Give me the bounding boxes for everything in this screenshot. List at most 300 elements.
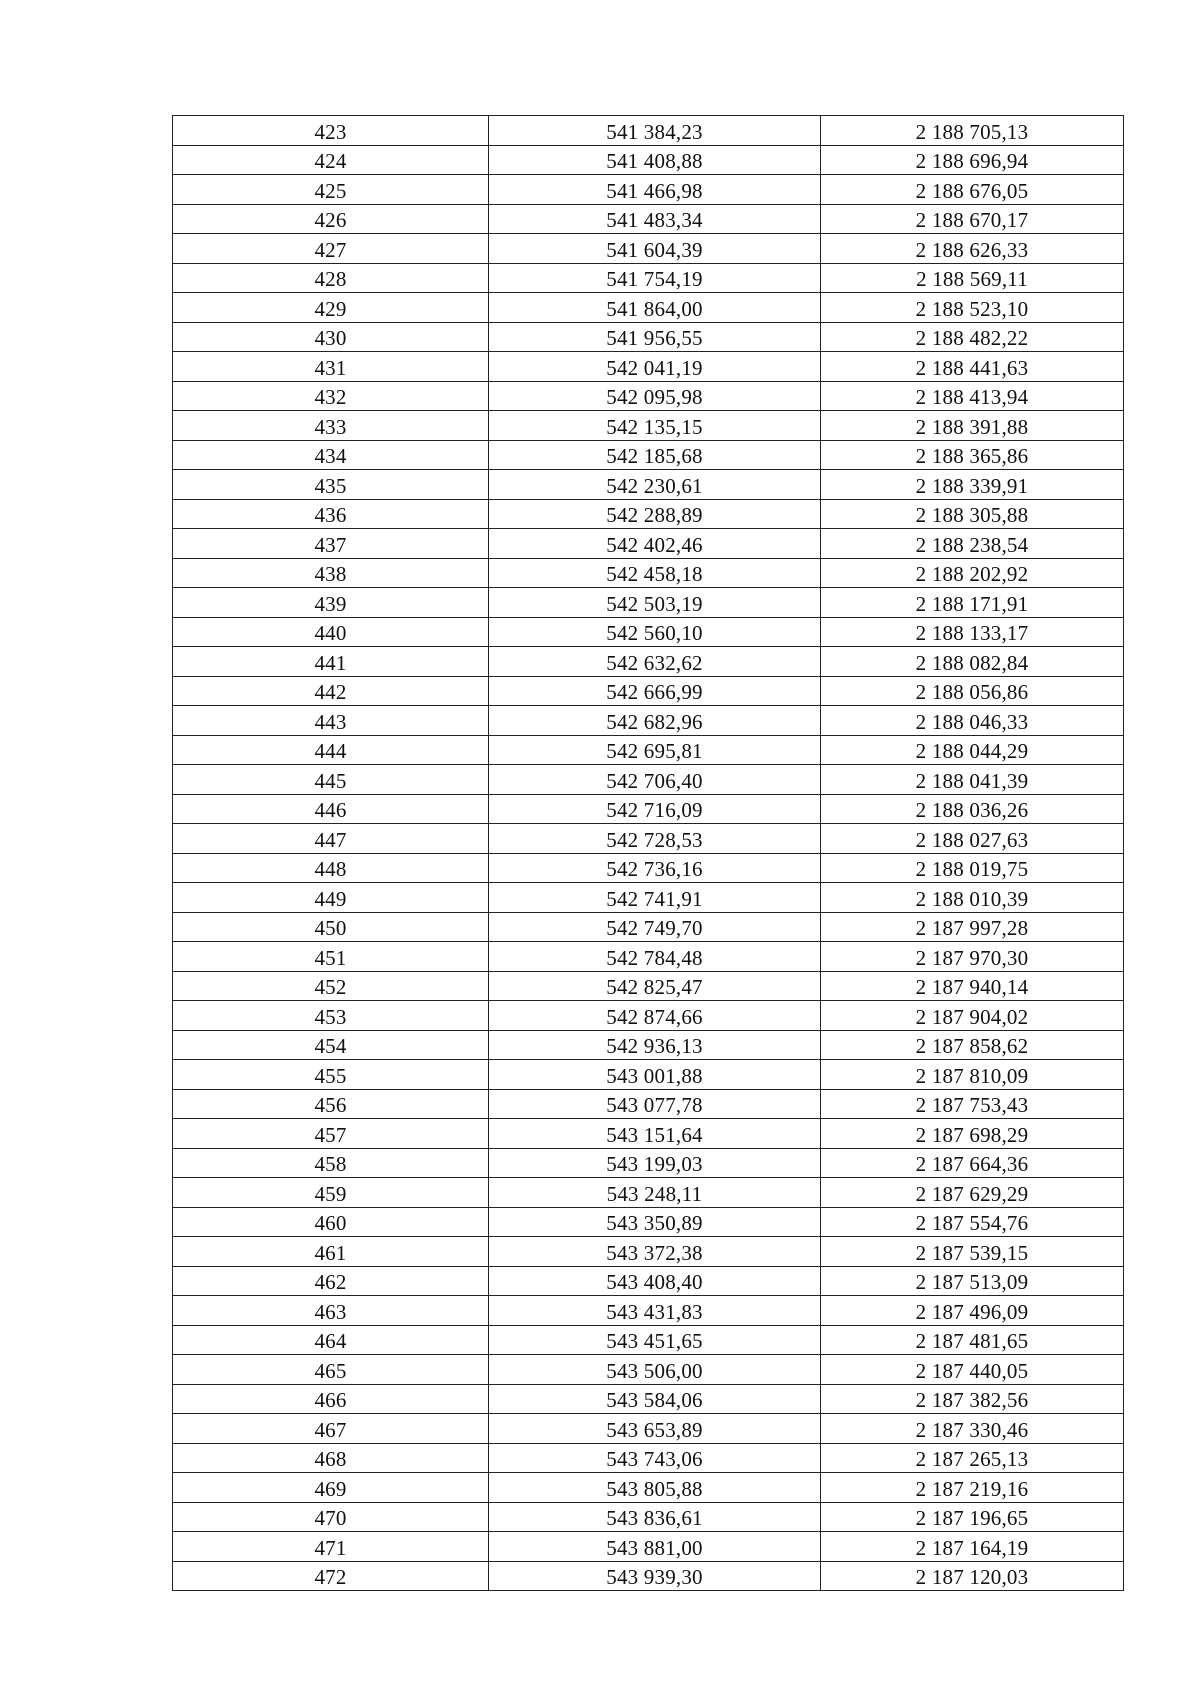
point-number-cell bbox=[173, 1148, 489, 1178]
table-row bbox=[173, 1001, 1124, 1031]
point-number-text: 435 bbox=[314, 473, 347, 498]
y-coordinate-cell bbox=[821, 853, 1124, 883]
x-coordinate-text: 543 001,88 bbox=[606, 1063, 703, 1088]
table-row bbox=[173, 1089, 1124, 1119]
x-coordinate-cell bbox=[489, 1178, 821, 1208]
table-row bbox=[173, 293, 1124, 323]
point-number-text: 465 bbox=[314, 1358, 347, 1383]
x-coordinate-cell bbox=[489, 1207, 821, 1237]
x-coordinate-cell bbox=[489, 1443, 821, 1473]
point-number-cell bbox=[173, 912, 489, 942]
x-coordinate-text: 541 754,19 bbox=[606, 267, 703, 291]
point-number-cell bbox=[173, 1532, 489, 1562]
y-coordinate-cell bbox=[821, 1030, 1124, 1060]
x-coordinate-cell bbox=[489, 588, 821, 618]
table-row bbox=[173, 1325, 1124, 1355]
y-coordinate-text: 2 188 441,63 bbox=[915, 355, 1029, 380]
y-coordinate-text: 2 187 164,19 bbox=[915, 1535, 1029, 1560]
y-coordinate-cell bbox=[821, 1473, 1124, 1503]
point-number-cell bbox=[173, 1266, 489, 1296]
table-row bbox=[173, 470, 1124, 500]
x-coordinate-cell bbox=[489, 263, 821, 293]
x-coordinate-text: 542 230,61 bbox=[606, 473, 703, 498]
point-number-cell bbox=[173, 1207, 489, 1237]
y-coordinate-cell bbox=[821, 1355, 1124, 1385]
y-coordinate-text: 2 188 676,05 bbox=[915, 178, 1029, 203]
x-coordinate-cell bbox=[489, 381, 821, 411]
y-coordinate-cell bbox=[821, 175, 1124, 205]
point-number-cell bbox=[173, 1178, 489, 1208]
x-coordinate-text: 542 874,66 bbox=[606, 1004, 703, 1029]
point-number-cell bbox=[173, 381, 489, 411]
point-number-text: 459 bbox=[314, 1181, 347, 1206]
table-row bbox=[173, 499, 1124, 529]
table-row bbox=[173, 529, 1124, 559]
x-coordinate-cell bbox=[489, 293, 821, 323]
table-row bbox=[173, 735, 1124, 765]
x-coordinate-cell bbox=[489, 1502, 821, 1532]
point-number-cell bbox=[173, 735, 489, 765]
table-row bbox=[173, 676, 1124, 706]
y-coordinate-cell bbox=[821, 706, 1124, 736]
x-coordinate-cell bbox=[489, 234, 821, 264]
y-coordinate-cell bbox=[821, 1414, 1124, 1444]
y-coordinate-cell bbox=[821, 617, 1124, 647]
point-number-cell bbox=[173, 942, 489, 972]
x-coordinate-cell bbox=[489, 529, 821, 559]
point-number-cell bbox=[173, 1001, 489, 1031]
y-coordinate-cell bbox=[821, 1532, 1124, 1562]
table-row bbox=[173, 263, 1124, 293]
point-number-text: 436 bbox=[314, 503, 347, 527]
point-number-text: 452 bbox=[314, 975, 347, 999]
x-coordinate-text: 542 666,99 bbox=[606, 680, 703, 704]
y-coordinate-cell bbox=[821, 1325, 1124, 1355]
coordinates-table bbox=[172, 115, 1124, 1591]
table-row bbox=[173, 352, 1124, 382]
point-number-cell bbox=[173, 175, 489, 205]
y-coordinate-text: 2 188 696,94 bbox=[915, 149, 1029, 173]
x-coordinate-text: 541 384,23 bbox=[606, 119, 703, 144]
point-number-cell bbox=[173, 824, 489, 854]
table-row bbox=[173, 1296, 1124, 1326]
x-coordinate-cell bbox=[489, 1561, 821, 1591]
x-coordinate-cell bbox=[489, 1473, 821, 1503]
y-coordinate-cell bbox=[821, 794, 1124, 824]
point-number-text: 425 bbox=[314, 178, 347, 203]
table-row bbox=[173, 1384, 1124, 1414]
table-row bbox=[173, 1266, 1124, 1296]
x-coordinate-text: 541 466,98 bbox=[606, 178, 703, 203]
y-coordinate-text: 2 188 569,11 bbox=[916, 267, 1028, 291]
table-row bbox=[173, 1207, 1124, 1237]
y-coordinate-cell bbox=[821, 204, 1124, 234]
point-number-text: 443 bbox=[314, 709, 347, 734]
point-number-text: 449 bbox=[314, 886, 347, 911]
y-coordinate-text: 2 188 202,92 bbox=[915, 562, 1029, 586]
x-coordinate-text: 542 741,91 bbox=[606, 886, 703, 911]
x-coordinate-text: 542 135,15 bbox=[606, 414, 703, 439]
point-number-text: 464 bbox=[314, 1329, 347, 1353]
x-coordinate-cell bbox=[489, 824, 821, 854]
point-number-cell bbox=[173, 145, 489, 175]
y-coordinate-text: 2 188 670,17 bbox=[915, 208, 1029, 232]
table-row bbox=[173, 912, 1124, 942]
point-number-text: 442 bbox=[314, 680, 347, 704]
y-coordinate-cell bbox=[821, 588, 1124, 618]
table-row bbox=[173, 1237, 1124, 1267]
point-number-cell bbox=[173, 1502, 489, 1532]
point-number-cell bbox=[173, 558, 489, 588]
table-row bbox=[173, 1502, 1124, 1532]
table-row bbox=[173, 1030, 1124, 1060]
point-number-text: 456 bbox=[314, 1093, 347, 1117]
y-coordinate-text: 2 187 196,65 bbox=[915, 1506, 1029, 1530]
x-coordinate-cell bbox=[489, 411, 821, 441]
x-coordinate-text: 543 431,83 bbox=[606, 1299, 703, 1324]
point-number-cell bbox=[173, 1473, 489, 1503]
table-row bbox=[173, 558, 1124, 588]
point-number-text: 437 bbox=[314, 532, 347, 557]
y-coordinate-cell bbox=[821, 1237, 1124, 1267]
point-number-cell bbox=[173, 765, 489, 795]
point-number-text: 450 bbox=[314, 916, 347, 940]
x-coordinate-cell bbox=[489, 1060, 821, 1090]
point-number-text: 430 bbox=[314, 326, 347, 350]
point-number-text: 427 bbox=[314, 237, 347, 262]
x-coordinate-cell bbox=[489, 853, 821, 883]
y-coordinate-text: 2 188 626,33 bbox=[915, 237, 1029, 262]
table-row bbox=[173, 883, 1124, 913]
x-coordinate-cell bbox=[489, 1266, 821, 1296]
y-coordinate-text: 2 187 513,09 bbox=[915, 1270, 1029, 1294]
x-coordinate-text: 541 408,88 bbox=[606, 149, 703, 173]
y-coordinate-cell bbox=[821, 322, 1124, 352]
table-row bbox=[173, 1178, 1124, 1208]
y-coordinate-cell bbox=[821, 529, 1124, 559]
y-coordinate-cell bbox=[821, 499, 1124, 529]
point-number-text: 445 bbox=[314, 768, 347, 793]
table-row bbox=[173, 824, 1124, 854]
table-row bbox=[173, 1060, 1124, 1090]
point-number-text: 469 bbox=[314, 1476, 347, 1501]
y-coordinate-cell bbox=[821, 1266, 1124, 1296]
y-coordinate-text: 2 187 330,46 bbox=[915, 1417, 1029, 1442]
x-coordinate-text: 541 604,39 bbox=[606, 237, 703, 262]
y-coordinate-cell bbox=[821, 1001, 1124, 1031]
x-coordinate-text: 543 836,61 bbox=[606, 1506, 703, 1530]
y-coordinate-cell bbox=[821, 1384, 1124, 1414]
y-coordinate-text: 2 188 705,13 bbox=[915, 119, 1029, 144]
x-coordinate-cell bbox=[489, 1325, 821, 1355]
x-coordinate-text: 543 248,11 bbox=[606, 1181, 703, 1206]
y-coordinate-cell bbox=[821, 263, 1124, 293]
point-number-cell bbox=[173, 1384, 489, 1414]
y-coordinate-text: 2 187 753,43 bbox=[915, 1093, 1029, 1117]
point-number-text: 428 bbox=[314, 267, 347, 291]
point-number-text: 432 bbox=[314, 385, 347, 409]
x-coordinate-cell bbox=[489, 1384, 821, 1414]
y-coordinate-cell bbox=[821, 1207, 1124, 1237]
point-number-text: 429 bbox=[314, 296, 347, 321]
y-coordinate-text: 2 187 496,09 bbox=[915, 1299, 1029, 1324]
point-number-text: 470 bbox=[314, 1506, 347, 1530]
x-coordinate-cell bbox=[489, 175, 821, 205]
y-coordinate-text: 2 188 082,84 bbox=[915, 650, 1029, 675]
y-coordinate-cell bbox=[821, 116, 1124, 146]
x-coordinate-cell bbox=[489, 1237, 821, 1267]
x-coordinate-cell bbox=[489, 440, 821, 470]
y-coordinate-text: 2 188 339,91 bbox=[915, 473, 1029, 498]
point-number-text: 466 bbox=[314, 1388, 347, 1412]
point-number-text: 455 bbox=[314, 1063, 347, 1088]
y-coordinate-text: 2 188 523,10 bbox=[915, 296, 1029, 321]
point-number-text: 438 bbox=[314, 562, 347, 586]
point-number-text: 463 bbox=[314, 1299, 347, 1324]
y-coordinate-text: 2 187 629,29 bbox=[915, 1181, 1029, 1206]
x-coordinate-text: 542 288,89 bbox=[606, 503, 703, 527]
y-coordinate-text: 2 188 413,94 bbox=[915, 385, 1029, 409]
point-number-cell bbox=[173, 499, 489, 529]
x-coordinate-cell bbox=[489, 499, 821, 529]
point-number-text: 446 bbox=[314, 798, 347, 822]
point-number-cell bbox=[173, 853, 489, 883]
table-row bbox=[173, 1355, 1124, 1385]
y-coordinate-cell bbox=[821, 1060, 1124, 1090]
point-number-cell bbox=[173, 617, 489, 647]
table-row bbox=[173, 1473, 1124, 1503]
y-coordinate-cell bbox=[821, 942, 1124, 972]
x-coordinate-cell bbox=[489, 1119, 821, 1149]
x-coordinate-text: 543 881,00 bbox=[606, 1535, 703, 1560]
point-number-text: 447 bbox=[314, 827, 347, 852]
y-coordinate-text: 2 188 027,63 bbox=[915, 827, 1029, 852]
point-number-text: 453 bbox=[314, 1004, 347, 1029]
point-number-cell bbox=[173, 1237, 489, 1267]
table-row bbox=[173, 145, 1124, 175]
x-coordinate-text: 542 716,09 bbox=[606, 798, 703, 822]
x-coordinate-cell bbox=[489, 735, 821, 765]
table-row bbox=[173, 1414, 1124, 1444]
y-coordinate-text: 2 188 010,39 bbox=[915, 886, 1029, 911]
point-number-text: 458 bbox=[314, 1152, 347, 1176]
x-coordinate-text: 542 784,48 bbox=[606, 945, 703, 970]
x-coordinate-text: 541 864,00 bbox=[606, 296, 703, 321]
x-coordinate-cell bbox=[489, 1030, 821, 1060]
x-coordinate-cell bbox=[489, 765, 821, 795]
point-number-cell bbox=[173, 1089, 489, 1119]
x-coordinate-text: 543 408,40 bbox=[606, 1270, 703, 1294]
y-coordinate-cell bbox=[821, 1119, 1124, 1149]
y-coordinate-cell bbox=[821, 558, 1124, 588]
point-number-cell bbox=[173, 971, 489, 1001]
table-row bbox=[173, 1561, 1124, 1591]
point-number-text: 444 bbox=[314, 739, 347, 763]
y-coordinate-cell bbox=[821, 824, 1124, 854]
y-coordinate-text: 2 187 664,36 bbox=[915, 1152, 1029, 1176]
point-number-cell bbox=[173, 1561, 489, 1591]
table-row bbox=[173, 588, 1124, 618]
point-number-text: 460 bbox=[314, 1211, 347, 1235]
x-coordinate-text: 543 372,38 bbox=[606, 1240, 703, 1265]
point-number-cell bbox=[173, 1060, 489, 1090]
x-coordinate-text: 542 936,13 bbox=[606, 1034, 703, 1058]
x-coordinate-cell bbox=[489, 116, 821, 146]
x-coordinate-cell bbox=[489, 204, 821, 234]
y-coordinate-cell bbox=[821, 1561, 1124, 1591]
y-coordinate-text: 2 187 858,62 bbox=[915, 1034, 1029, 1058]
point-number-text: 454 bbox=[314, 1034, 347, 1058]
point-number-cell bbox=[173, 529, 489, 559]
point-number-text: 451 bbox=[314, 945, 347, 970]
table-row bbox=[173, 1148, 1124, 1178]
x-coordinate-text: 543 743,06 bbox=[606, 1447, 703, 1471]
table-row bbox=[173, 765, 1124, 795]
y-coordinate-cell bbox=[821, 1148, 1124, 1178]
x-coordinate-cell bbox=[489, 617, 821, 647]
y-coordinate-cell bbox=[821, 883, 1124, 913]
point-number-text: 471 bbox=[314, 1535, 347, 1560]
y-coordinate-text: 2 187 440,05 bbox=[915, 1358, 1029, 1383]
y-coordinate-cell bbox=[821, 735, 1124, 765]
x-coordinate-cell bbox=[489, 1296, 821, 1326]
point-number-text: 439 bbox=[314, 591, 347, 616]
point-number-cell bbox=[173, 1325, 489, 1355]
point-number-text: 468 bbox=[314, 1447, 347, 1471]
x-coordinate-cell bbox=[489, 470, 821, 500]
point-number-cell bbox=[173, 411, 489, 441]
y-coordinate-cell bbox=[821, 765, 1124, 795]
y-coordinate-cell bbox=[821, 1178, 1124, 1208]
point-number-cell bbox=[173, 440, 489, 470]
x-coordinate-text: 542 402,46 bbox=[606, 532, 703, 557]
x-coordinate-cell bbox=[489, 352, 821, 382]
table-row bbox=[173, 381, 1124, 411]
x-coordinate-text: 542 728,53 bbox=[606, 827, 703, 852]
point-number-cell bbox=[173, 647, 489, 677]
y-coordinate-text: 2 188 056,86 bbox=[915, 680, 1029, 704]
y-coordinate-text: 2 188 171,91 bbox=[915, 591, 1029, 616]
table-row bbox=[173, 617, 1124, 647]
y-coordinate-cell bbox=[821, 1296, 1124, 1326]
point-number-cell bbox=[173, 1355, 489, 1385]
y-coordinate-text: 2 187 265,13 bbox=[915, 1447, 1029, 1471]
y-coordinate-cell bbox=[821, 234, 1124, 264]
point-number-text: 433 bbox=[314, 414, 347, 439]
y-coordinate-text: 2 188 046,33 bbox=[915, 709, 1029, 734]
y-coordinate-text: 2 187 810,09 bbox=[915, 1063, 1029, 1088]
x-coordinate-cell bbox=[489, 706, 821, 736]
table-row bbox=[173, 116, 1124, 146]
x-coordinate-text: 542 503,19 bbox=[606, 591, 703, 616]
point-number-text: 448 bbox=[314, 857, 347, 881]
y-coordinate-cell bbox=[821, 381, 1124, 411]
y-coordinate-cell bbox=[821, 293, 1124, 323]
point-number-cell bbox=[173, 1030, 489, 1060]
x-coordinate-text: 542 736,16 bbox=[606, 857, 703, 881]
table-row bbox=[173, 794, 1124, 824]
point-number-cell bbox=[173, 204, 489, 234]
point-number-text: 462 bbox=[314, 1270, 347, 1294]
y-coordinate-cell bbox=[821, 971, 1124, 1001]
x-coordinate-cell bbox=[489, 1355, 821, 1385]
point-number-cell bbox=[173, 883, 489, 913]
x-coordinate-text: 542 682,96 bbox=[606, 709, 703, 734]
x-coordinate-text: 543 199,03 bbox=[606, 1152, 703, 1176]
point-number-cell bbox=[173, 1296, 489, 1326]
y-coordinate-cell bbox=[821, 676, 1124, 706]
table-row bbox=[173, 942, 1124, 972]
x-coordinate-cell bbox=[489, 558, 821, 588]
y-coordinate-text: 2 188 305,88 bbox=[915, 503, 1029, 527]
point-number-text: 472 bbox=[314, 1565, 347, 1589]
x-coordinate-text: 541 956,55 bbox=[606, 326, 703, 350]
x-coordinate-text: 543 653,89 bbox=[606, 1417, 703, 1442]
point-number-cell bbox=[173, 470, 489, 500]
y-coordinate-text: 2 188 041,39 bbox=[915, 768, 1029, 793]
y-coordinate-text: 2 188 238,54 bbox=[915, 532, 1029, 557]
y-coordinate-cell bbox=[821, 470, 1124, 500]
point-number-text: 461 bbox=[314, 1240, 347, 1265]
point-number-cell bbox=[173, 706, 489, 736]
x-coordinate-cell bbox=[489, 971, 821, 1001]
point-number-text: 434 bbox=[314, 444, 347, 468]
x-coordinate-text: 542 041,19 bbox=[606, 355, 703, 380]
table-row bbox=[173, 853, 1124, 883]
x-coordinate-text: 543 584,06 bbox=[606, 1388, 703, 1412]
y-coordinate-text: 2 188 036,26 bbox=[915, 798, 1029, 822]
table-row bbox=[173, 411, 1124, 441]
y-coordinate-cell bbox=[821, 1089, 1124, 1119]
y-coordinate-text: 2 187 970,30 bbox=[915, 945, 1029, 970]
table-row bbox=[173, 1119, 1124, 1149]
point-number-text: 467 bbox=[314, 1417, 347, 1442]
x-coordinate-text: 542 560,10 bbox=[606, 621, 703, 645]
y-coordinate-cell bbox=[821, 647, 1124, 677]
y-coordinate-cell bbox=[821, 352, 1124, 382]
y-coordinate-text: 2 188 019,75 bbox=[915, 857, 1029, 881]
x-coordinate-text: 543 077,78 bbox=[606, 1093, 703, 1117]
x-coordinate-cell bbox=[489, 322, 821, 352]
y-coordinate-text: 2 187 940,14 bbox=[915, 975, 1029, 999]
point-number-cell bbox=[173, 116, 489, 146]
point-number-cell bbox=[173, 1119, 489, 1149]
x-coordinate-text: 542 185,68 bbox=[606, 444, 703, 468]
x-coordinate-cell bbox=[489, 1148, 821, 1178]
point-number-cell bbox=[173, 322, 489, 352]
point-number-cell bbox=[173, 794, 489, 824]
point-number-cell bbox=[173, 263, 489, 293]
x-coordinate-cell bbox=[489, 676, 821, 706]
x-coordinate-text: 543 350,89 bbox=[606, 1211, 703, 1235]
y-coordinate-text: 2 187 481,65 bbox=[915, 1329, 1029, 1353]
point-number-cell bbox=[173, 588, 489, 618]
point-number-text: 426 bbox=[314, 208, 347, 232]
x-coordinate-text: 542 749,70 bbox=[606, 916, 703, 940]
x-coordinate-cell bbox=[489, 647, 821, 677]
y-coordinate-cell bbox=[821, 1502, 1124, 1532]
x-coordinate-text: 542 632,62 bbox=[606, 650, 703, 675]
y-coordinate-text: 2 187 698,29 bbox=[915, 1122, 1029, 1147]
x-coordinate-text: 543 451,65 bbox=[606, 1329, 703, 1353]
x-coordinate-text: 541 483,34 bbox=[606, 208, 703, 232]
x-coordinate-text: 543 151,64 bbox=[606, 1122, 703, 1147]
x-coordinate-cell bbox=[489, 794, 821, 824]
x-coordinate-cell bbox=[489, 145, 821, 175]
table-row bbox=[173, 204, 1124, 234]
table-row bbox=[173, 322, 1124, 352]
y-coordinate-cell bbox=[821, 1443, 1124, 1473]
